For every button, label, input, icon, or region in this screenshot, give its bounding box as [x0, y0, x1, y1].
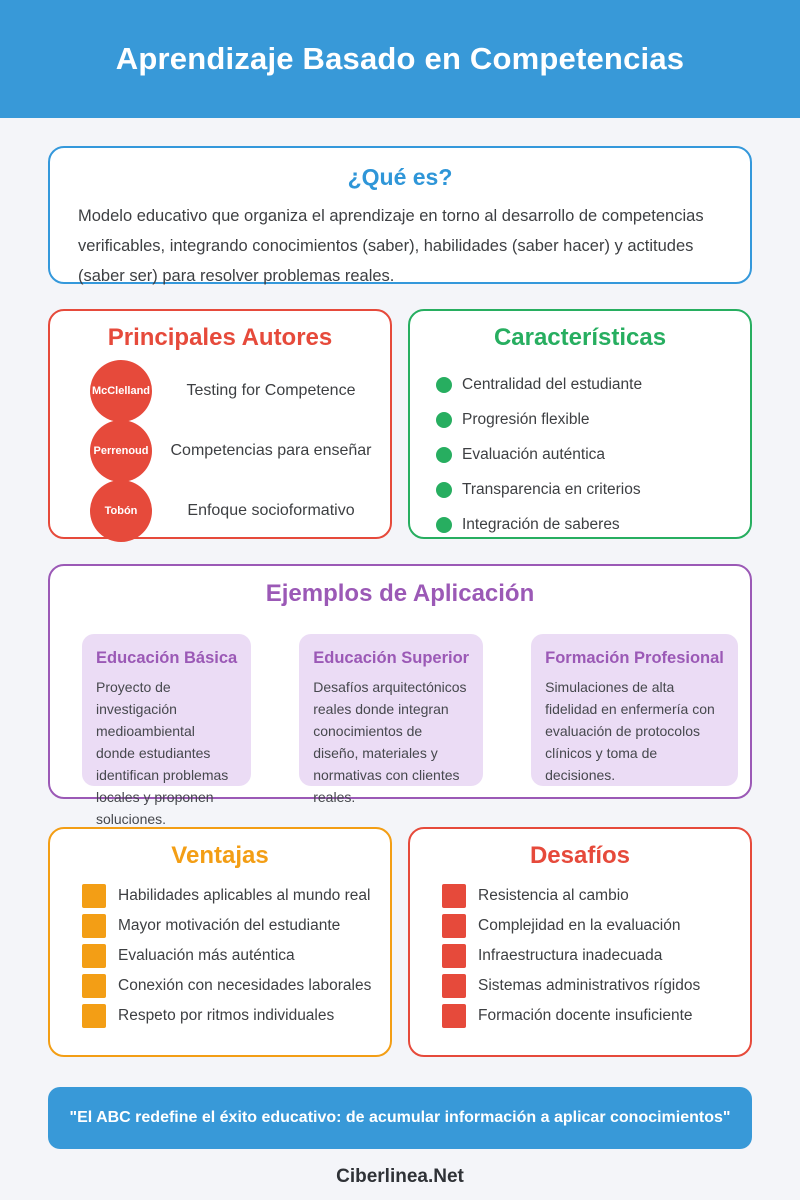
quote-banner	[48, 1087, 752, 1149]
list-item	[410, 1001, 750, 1031]
list-item	[410, 971, 750, 1001]
item-label: Complejidad en la evaluación	[478, 917, 681, 934]
list-item	[410, 881, 750, 911]
caracteristicas-list	[410, 367, 750, 542]
item-label: Centralidad del estudiante	[462, 375, 643, 393]
row-ventajas-desafios	[48, 827, 752, 1057]
ejemplo-card-formacion-profesional	[531, 634, 738, 786]
page-header	[0, 0, 800, 118]
author-work: Competencias para enseñar	[170, 442, 372, 459]
card-principales-autores	[48, 309, 392, 539]
item-label: Conexión con necesidades laborales	[118, 977, 372, 994]
ejemplo-body: Simulaciones de alta fidelidad en enfermería con evaluación de protocolos clínicos y toma de decisiones.	[545, 679, 715, 783]
que-es-body: Modelo educativo que organiza el aprendizaje en torno al desarrollo de competencias verificables, integrando conocimientos (saber), habilidades (saber hacer) y actitudes (saber ser) para resolver problemas reales.	[78, 207, 704, 285]
item-label: Integración de saberes	[462, 515, 620, 533]
bullet-dot-icon	[436, 377, 452, 393]
list-item	[410, 402, 750, 437]
list-item	[50, 1001, 390, 1031]
bullet-dot-icon	[436, 447, 452, 463]
row-autores-caracteristicas	[48, 309, 752, 539]
ventajas-title: Ventajas	[171, 842, 269, 869]
bullet-square-icon	[82, 1004, 106, 1028]
author-row	[50, 361, 390, 421]
ejemplo-title: Educación Superior	[313, 649, 470, 667]
list-item	[410, 437, 750, 472]
bullet-square-icon	[82, 944, 106, 968]
footer-brand: Ciberlinea.Net	[336, 1166, 464, 1187]
item-label: Resistencia al cambio	[478, 887, 629, 904]
item-label: Transparencia en criterios	[462, 480, 641, 498]
ejemplo-card-educacion-superior	[299, 634, 483, 805]
item-label: Formación docente insuficiente	[478, 1007, 693, 1024]
quote-text: "El ABC redefine el éxito educativo: de acumular información a aplicar conocimientos"	[69, 1109, 731, 1126]
ventajas-list	[50, 881, 390, 1031]
card-ejemplos-aplicacion	[48, 564, 752, 827]
caracteristicas-title: Características	[493, 324, 667, 351]
page-title: Aprendizaje Basado en Competencias	[115, 41, 685, 76]
list-item	[50, 911, 390, 941]
author-avatar-perrenoud: Perrenoud	[90, 420, 152, 482]
desafios-title: Desafíos	[529, 842, 631, 869]
item-label: Mayor motivación del estudiante	[118, 917, 341, 934]
list-item	[50, 941, 390, 971]
desafios-list	[410, 881, 750, 1031]
bullet-square-icon	[82, 884, 106, 908]
bullet-square-icon	[82, 914, 106, 938]
ejemplos-title: Ejemplos de Aplicación	[265, 580, 535, 607]
card-caracteristicas	[408, 309, 752, 539]
list-item	[410, 911, 750, 941]
author-avatar-mcclelland: McClelland	[90, 360, 152, 422]
author-row	[50, 421, 390, 481]
list-item	[410, 941, 750, 971]
list-item	[410, 472, 750, 507]
page-footer	[48, 1166, 752, 1188]
card-que-es	[48, 146, 752, 284]
bullet-square-icon	[442, 974, 466, 998]
item-label: Respeto por ritmos individuales	[118, 1007, 335, 1024]
item-label: Habilidades aplicables al mundo real	[118, 887, 371, 904]
author-work: Testing for Competence	[186, 382, 356, 399]
bullet-dot-icon	[436, 412, 452, 428]
bullet-square-icon	[442, 944, 466, 968]
ejemplo-title: Educación Básica	[96, 649, 238, 667]
autores-list	[50, 361, 390, 541]
ejemplo-card-educacion-basica	[82, 634, 251, 827]
ejemplo-title: Formación Profesional	[545, 649, 724, 667]
ejemplos-grid	[50, 634, 750, 827]
author-avatar-tobon: Tobón	[90, 480, 152, 542]
bullet-dot-icon	[436, 517, 452, 533]
content-area	[0, 146, 800, 1188]
bullet-square-icon	[82, 974, 106, 998]
item-label: Sistemas administrativos rígidos	[478, 977, 701, 994]
ejemplo-body: Proyecto de investigación medioambiental donde estudiantes identifican problemas locales y proponen soluciones.	[96, 679, 229, 827]
list-item	[410, 367, 750, 402]
card-ventajas	[48, 827, 392, 1057]
bullet-square-icon	[442, 884, 466, 908]
item-label: Evaluación auténtica	[462, 445, 606, 463]
bullet-square-icon	[442, 1004, 466, 1028]
list-item	[410, 507, 750, 542]
list-item	[50, 971, 390, 1001]
item-label: Evaluación más auténtica	[118, 947, 295, 964]
card-desafios	[408, 827, 752, 1057]
item-label: Progresión flexible	[462, 410, 590, 428]
item-label: Infraestructura inadecuada	[478, 947, 663, 964]
ejemplo-body: Desafíos arquitectónicos reales donde integran conocimientos de diseño, materiales y normativas con clientes reales.	[313, 679, 467, 805]
que-es-title: ¿Qué es?	[347, 164, 453, 190]
autores-title: Principales Autores	[107, 324, 333, 351]
bullet-dot-icon	[436, 482, 452, 498]
bullet-square-icon	[442, 914, 466, 938]
author-work: Enfoque socioformativo	[187, 502, 355, 519]
list-item	[50, 881, 390, 911]
author-row	[50, 481, 390, 541]
